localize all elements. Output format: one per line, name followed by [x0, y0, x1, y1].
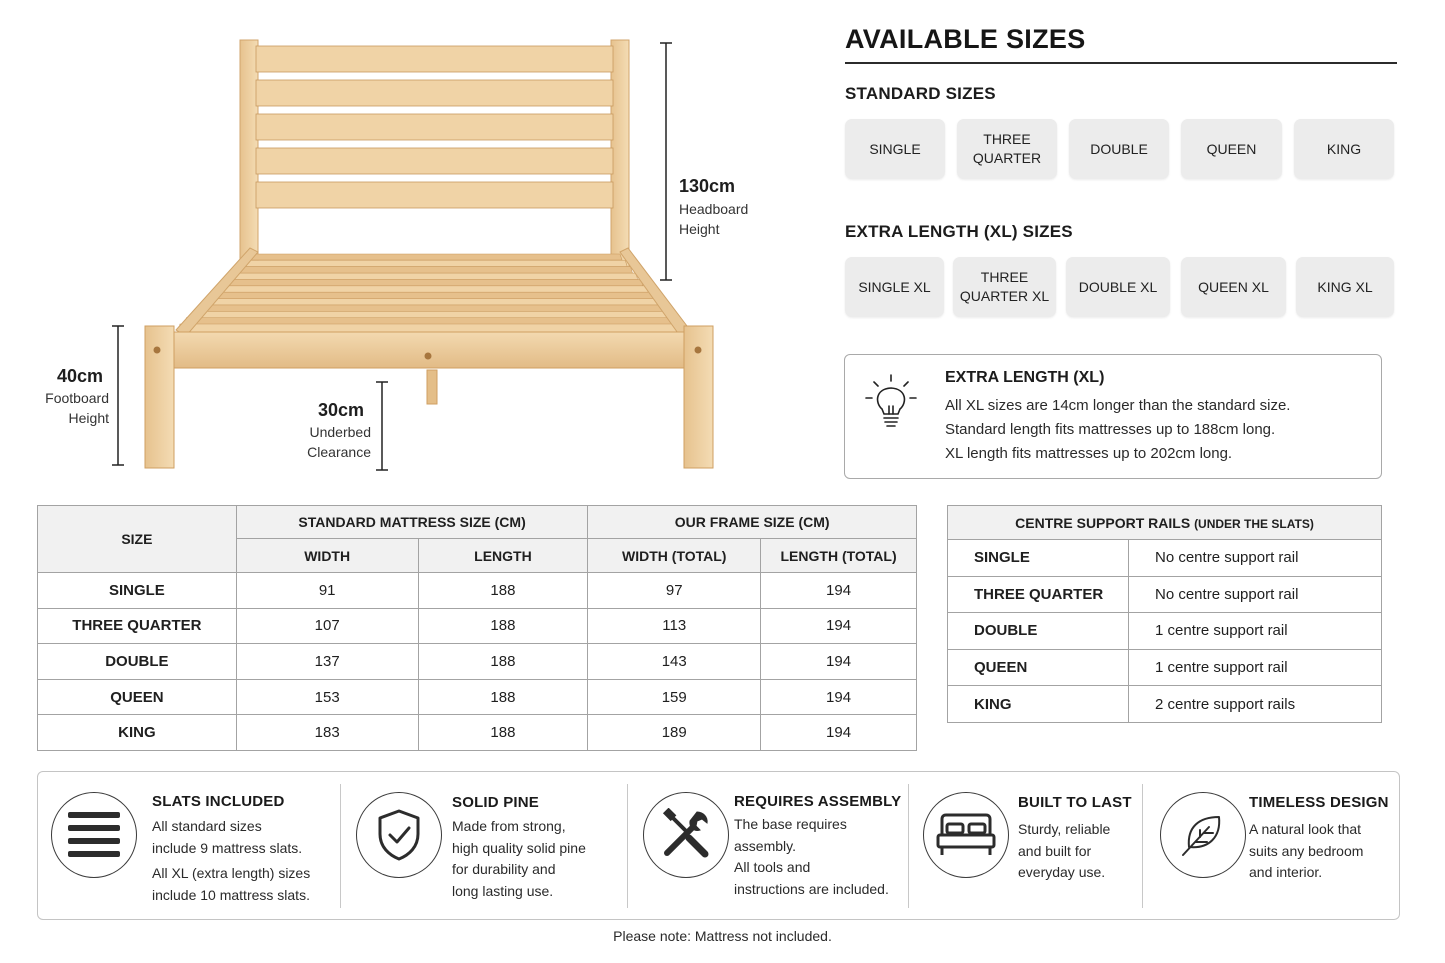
xl-info-title: EXTRA LENGTH (XL) — [945, 369, 1105, 386]
bed-frame-illustration — [0, 0, 820, 500]
feature-text-line: All tools and — [734, 859, 811, 875]
rail-info-cell: No centre support rail — [1129, 576, 1382, 613]
underbed-label-line2: Clearance — [307, 444, 371, 460]
rails-table-header — [948, 506, 1382, 540]
feature-text — [1018, 819, 1110, 884]
base-slat — [248, 254, 622, 260]
size-chip-single-xl[interactable]: SINGLE XL — [845, 257, 944, 317]
table-row — [948, 576, 1382, 613]
table-row — [948, 540, 1382, 577]
table-cell: 188 — [418, 644, 588, 680]
rail-size-cell: QUEEN — [948, 649, 1129, 686]
frame-length-header: LENGTH (TOTAL) — [761, 539, 917, 573]
size-chip-king-xl[interactable]: KING XL — [1296, 257, 1394, 317]
size-name-cell: THREE QUARTER — [38, 608, 237, 644]
centre-support-rails-table — [947, 505, 1382, 723]
table-row — [38, 715, 917, 751]
table-cell: 113 — [588, 608, 761, 644]
size-name-cell: DOUBLE — [38, 644, 237, 680]
feature-text — [152, 816, 310, 906]
underbed-clearance-value: 30cm — [318, 400, 365, 420]
table-row — [38, 679, 917, 715]
table-cell: 189 — [588, 715, 761, 751]
table-cell: 159 — [588, 679, 761, 715]
size-name-cell: SINGLE — [38, 573, 237, 609]
table-row — [38, 573, 917, 609]
mattress-length-header: LENGTH — [418, 539, 588, 573]
rail-info-cell: 1 centre support rail — [1129, 613, 1382, 650]
table-cell: 188 — [418, 573, 588, 609]
feature-text — [1249, 819, 1363, 884]
rail-info-cell: No centre support rail — [1129, 540, 1382, 577]
table-cell: 143 — [588, 644, 761, 680]
table-cell: 194 — [761, 573, 917, 609]
table-row — [948, 686, 1382, 723]
feature-text — [734, 814, 889, 900]
base-slats — [178, 254, 680, 333]
leaf-icon — [1160, 792, 1246, 878]
mattress-size-header: STANDARD MATTRESS SIZE (CM) — [236, 506, 588, 539]
headboard-label-line1: Headboard — [679, 201, 749, 217]
size-name-cell: QUEEN — [38, 679, 237, 715]
size-name-cell: KING — [38, 715, 237, 751]
size-table — [37, 505, 917, 751]
base-slat — [229, 273, 638, 280]
size-chip-double[interactable]: DOUBLE — [1069, 119, 1169, 179]
bed-icon — [923, 792, 1009, 878]
headboard-slat — [256, 114, 613, 140]
standard-sizes-title: STANDARD SIZES — [845, 84, 996, 103]
title-divider — [845, 62, 1397, 64]
shield-check-icon — [356, 792, 442, 878]
frame-width-header: WIDTH (TOTAL) — [588, 539, 761, 573]
xl-info-line: All XL sizes are 14cm longer than the standard size. — [945, 397, 1291, 414]
underbed-label-line1: Underbed — [309, 424, 371, 440]
size-column-header: SIZE — [38, 506, 237, 573]
feature-text-line: everyday use. — [1018, 864, 1106, 880]
headboard-slat — [256, 182, 613, 208]
size-chip-double-xl[interactable]: DOUBLE XL — [1066, 257, 1170, 317]
headboard-label-line2: Height — [679, 221, 720, 237]
rail-size-cell: THREE QUARTER — [948, 576, 1129, 613]
feature-title: REQUIRES ASSEMBLY — [734, 793, 902, 810]
table-cell: 194 — [761, 644, 917, 680]
feature-divider — [627, 784, 628, 908]
table-cell: 153 — [236, 679, 418, 715]
feature-text-line: assembly. — [734, 837, 796, 854]
table-cell: 194 — [761, 679, 917, 715]
feature-title: TIMELESS DESIGN — [1249, 794, 1389, 811]
rails-header-subtext: (UNDER THE SLATS) — [1194, 516, 1314, 531]
rail-info-cell: 2 centre support rails — [1129, 686, 1382, 723]
table-cell: 107 — [236, 608, 418, 644]
feature-text-line: Made from strong, — [452, 818, 566, 834]
table-row — [38, 608, 917, 644]
headboard-height-value: 130cm — [679, 176, 736, 196]
base-slat — [235, 267, 632, 274]
table-row — [948, 649, 1382, 686]
feature-text-line: Sturdy, reliable — [1018, 821, 1111, 837]
table-cell: 183 — [236, 715, 418, 751]
feature-title: SOLID PINE — [452, 794, 540, 811]
footboard-height-value: 40cm — [57, 366, 104, 386]
available-sizes-title: AVAILABLE SIZES — [845, 24, 1086, 54]
table-cell: 137 — [236, 644, 418, 680]
xl-info-box — [844, 354, 1382, 479]
base-slat — [223, 279, 644, 286]
headboard-slat — [256, 80, 613, 106]
feature-divider — [340, 784, 341, 908]
feature-text-line: suits any bedroom — [1249, 842, 1364, 859]
features-strip — [37, 771, 1400, 920]
table-row — [38, 644, 917, 680]
rail-info-cell: 1 centre support rail — [1129, 649, 1382, 686]
table-row — [948, 613, 1382, 650]
table-cell: 188 — [418, 715, 588, 751]
table-cell: 91 — [236, 573, 418, 609]
headboard-height-label — [679, 199, 748, 239]
slats-icon — [51, 792, 137, 878]
table-cell: 188 — [418, 679, 588, 715]
size-chip-queen-xl[interactable]: QUEEN XL — [1181, 257, 1286, 317]
feature-text-line: and interior. — [1249, 864, 1323, 880]
feature-text-line: All XL (extra length) sizes — [152, 865, 311, 881]
table-cell: 188 — [418, 608, 588, 644]
feature-text-line: All standard sizes — [152, 818, 262, 834]
size-chip-queen[interactable]: QUEEN — [1181, 119, 1282, 179]
footboard-height-label — [30, 388, 109, 428]
feature-title: SLATS INCLUDED — [152, 793, 285, 810]
frame-size-header: OUR FRAME SIZE (CM) — [588, 506, 917, 539]
feature-text-line: A natural look that — [1249, 821, 1362, 837]
headboard-slats — [256, 46, 613, 208]
table-cell: 194 — [761, 715, 917, 751]
feature-text-line: and built for — [1018, 842, 1092, 859]
rail-size-cell: DOUBLE — [948, 613, 1129, 650]
headboard-slat — [256, 148, 613, 174]
rail-size-cell: SINGLE — [948, 540, 1129, 577]
footboard-label-line1: Footboard — [45, 390, 109, 406]
xl-info-line: Standard length fits mattresses up to 188cm long. — [945, 421, 1276, 438]
rails-header-text: CENTRE SUPPORT RAILS — [1015, 514, 1191, 531]
underbed-clearance-label — [290, 422, 371, 462]
xl-info-line: XL length fits mattresses up to 202cm long. — [945, 445, 1233, 462]
size-chip-three-quarter-xl[interactable]: THREE QUARTER XL — [953, 257, 1056, 317]
feature-text — [452, 816, 586, 902]
feature-text-line: instructions are included. — [734, 880, 889, 897]
mattress-width-header: WIDTH — [236, 539, 418, 573]
tools-icon — [643, 792, 729, 878]
base-slat — [242, 260, 628, 266]
feature-text-line: for durability and — [452, 861, 556, 877]
headboard-slat — [256, 46, 613, 72]
feature-text-line: include 10 mattress slats. — [152, 886, 310, 903]
feature-title: BUILT TO LAST — [1018, 794, 1132, 811]
feature-text-line: high quality solid pine — [452, 839, 586, 856]
size-chip-king[interactable]: KING — [1294, 119, 1394, 179]
xl-sizes-title: EXTRA LENGTH (XL) SIZES — [845, 222, 1073, 241]
footboard-label-line2: Height — [68, 410, 109, 426]
size-chip-three-quarter[interactable]: THREE QUARTER — [957, 119, 1057, 179]
feature-text-line: The base requires — [734, 816, 847, 832]
table-cell: 97 — [588, 573, 761, 609]
lightbulb-icon — [863, 373, 919, 431]
table-cell: 194 — [761, 608, 917, 644]
mattress-note: Please note: Mattress not included. — [613, 928, 832, 944]
feature-text-line: long lasting use. — [452, 882, 554, 899]
size-chip-single[interactable]: SINGLE — [845, 119, 945, 179]
feature-divider — [908, 784, 909, 908]
rail-size-cell: KING — [948, 686, 1129, 723]
feature-divider — [1142, 784, 1143, 908]
feature-text-line: include 9 mattress slats. — [152, 839, 303, 856]
